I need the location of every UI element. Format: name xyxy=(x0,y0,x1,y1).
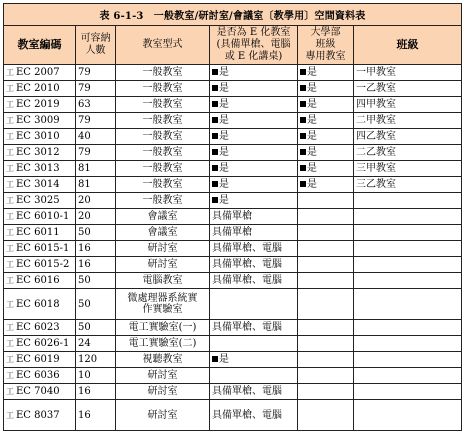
cell-e-classroom xyxy=(210,193,298,209)
cell-capacity: 79 xyxy=(76,81,116,97)
cell-room-code xyxy=(4,352,76,368)
cell-room-code xyxy=(4,193,76,209)
filled-square-icon xyxy=(300,85,306,91)
room-code: EC 3025 xyxy=(16,195,60,206)
room-code: EC 2010 xyxy=(16,83,60,94)
cell-e-classroom xyxy=(210,273,298,289)
cell-room-code xyxy=(4,257,76,273)
filled-square-icon xyxy=(212,181,218,187)
cell-capacity: 20 xyxy=(76,209,116,225)
room-code-prefix: 工 xyxy=(6,212,14,221)
room-code: EC 3013 xyxy=(16,163,60,174)
cell-room-type: 電工實驗室(一) xyxy=(116,320,210,336)
cell-undergrad-dedicated xyxy=(298,161,354,177)
cell-capacity: 16 xyxy=(76,400,116,431)
cell-undergrad-dedicated xyxy=(298,81,354,97)
room-code: EC 6026-1 xyxy=(16,338,70,349)
cell-e-classroom xyxy=(210,289,298,320)
room-code: EC 2019 xyxy=(16,99,60,110)
table-row xyxy=(4,400,462,431)
e-classroom-value: 具備單槍、電腦 xyxy=(212,322,282,333)
room-code: EC 6036 xyxy=(16,370,60,381)
cell-room-type: 一般教室 xyxy=(116,65,210,81)
cell-room-type: 一般教室 xyxy=(116,145,210,161)
cell-capacity: 81 xyxy=(76,161,116,177)
cell-capacity: 20 xyxy=(76,193,116,209)
header-room-type: 教室型式 xyxy=(116,26,210,65)
cell-class: 二甲教室 xyxy=(354,113,462,129)
cell-room-type: 一般教室 xyxy=(116,113,210,129)
table-row xyxy=(4,65,462,81)
cell-capacity: 120 xyxy=(76,352,116,368)
table-row xyxy=(4,81,462,97)
filled-square-icon xyxy=(212,149,218,155)
table-row xyxy=(4,129,462,145)
cell-room-type: 一般教室 xyxy=(116,81,210,97)
e-classroom-value: 具備單槍、電腦 xyxy=(212,275,282,286)
cell-room-code xyxy=(4,81,76,97)
table-row xyxy=(4,368,462,384)
table-row xyxy=(4,336,462,352)
cell-room-code xyxy=(4,225,76,241)
filled-square-icon xyxy=(212,117,218,123)
e-classroom-value: 是 xyxy=(219,163,229,174)
room-code-prefix: 工 xyxy=(6,84,14,93)
cell-undergrad-dedicated xyxy=(298,289,354,320)
undergrad-dedicated-value: 是 xyxy=(307,163,317,174)
room-code-prefix: 工 xyxy=(6,276,14,285)
header-room-code: 教室編碼 xyxy=(4,26,76,65)
cell-class xyxy=(354,273,462,289)
cell-room-type: 研討室 xyxy=(116,257,210,273)
cell-room-code xyxy=(4,145,76,161)
header-undergrad-dedicated: 大學部 班級 專用教室 xyxy=(298,26,354,65)
cell-class: 一甲教室 xyxy=(354,65,462,81)
cell-e-classroom xyxy=(210,384,298,400)
cell-room-type: 一般教室 xyxy=(116,177,210,193)
table-row xyxy=(4,177,462,193)
cell-undergrad-dedicated xyxy=(298,241,354,257)
cell-class xyxy=(354,193,462,209)
e-classroom-value: 是 xyxy=(219,147,229,158)
header-class: 班級 xyxy=(354,26,462,65)
cell-room-code xyxy=(4,65,76,81)
cell-room-code xyxy=(4,97,76,113)
cell-undergrad-dedicated xyxy=(298,384,354,400)
filled-square-icon xyxy=(212,356,218,362)
cell-room-type: 電工實驗室(二) xyxy=(116,336,210,352)
undergrad-dedicated-value: 是 xyxy=(307,99,317,110)
filled-square-icon xyxy=(300,69,306,75)
cell-undergrad-dedicated xyxy=(298,145,354,161)
cell-e-classroom xyxy=(210,161,298,177)
cell-e-classroom xyxy=(210,65,298,81)
room-code: EC 6011 xyxy=(16,227,60,238)
cell-e-classroom xyxy=(210,97,298,113)
cell-class: 一乙教室 xyxy=(354,81,462,97)
classroom-space-table xyxy=(3,3,462,431)
room-code-prefix: 工 xyxy=(6,244,14,253)
e-classroom-value: 是 xyxy=(219,99,229,110)
cell-room-type: 研討室 xyxy=(116,400,210,431)
table-row xyxy=(4,209,462,225)
room-code-prefix: 工 xyxy=(6,68,14,77)
undergrad-dedicated-value: 是 xyxy=(307,131,317,142)
table-row xyxy=(4,241,462,257)
table-row xyxy=(4,97,462,113)
e-classroom-value: 是 xyxy=(219,83,229,94)
cell-class: 三乙教室 xyxy=(354,177,462,193)
cell-room-code xyxy=(4,336,76,352)
cell-room-type: 研討室 xyxy=(116,241,210,257)
cell-undergrad-dedicated xyxy=(298,320,354,336)
room-code-prefix: 工 xyxy=(6,339,14,348)
room-code: EC 3009 xyxy=(16,115,60,126)
cell-undergrad-dedicated xyxy=(298,177,354,193)
room-code-prefix: 工 xyxy=(6,371,14,380)
filled-square-icon xyxy=(300,149,306,155)
e-classroom-value: 是 xyxy=(219,354,229,365)
room-code: EC 8037 xyxy=(16,409,60,421)
room-code-prefix: 工 xyxy=(6,228,14,237)
undergrad-dedicated-value: 是 xyxy=(307,147,317,158)
table-row xyxy=(4,113,462,129)
e-classroom-value: 是 xyxy=(219,131,229,142)
cell-capacity: 10 xyxy=(76,368,116,384)
table-body xyxy=(4,65,462,431)
e-classroom-value: 是 xyxy=(219,179,229,190)
cell-undergrad-dedicated xyxy=(298,129,354,145)
e-classroom-value: 具備單槍、電腦 xyxy=(212,243,282,254)
table-row xyxy=(4,257,462,273)
cell-room-code xyxy=(4,113,76,129)
room-code-prefix: 工 xyxy=(6,196,14,205)
space-table-container xyxy=(3,3,462,431)
cell-room-code xyxy=(4,368,76,384)
table-row xyxy=(4,225,462,241)
undergrad-dedicated-value: 是 xyxy=(307,67,317,78)
cell-class: 四甲教室 xyxy=(354,97,462,113)
room-code: EC 6016 xyxy=(16,275,60,286)
cell-room-code xyxy=(4,241,76,257)
cell-class xyxy=(354,400,462,431)
cell-undergrad-dedicated xyxy=(298,257,354,273)
cell-undergrad-dedicated xyxy=(298,336,354,352)
table-row xyxy=(4,320,462,336)
cell-undergrad-dedicated xyxy=(298,193,354,209)
e-classroom-value: 是 xyxy=(219,195,229,206)
cell-room-code xyxy=(4,273,76,289)
e-classroom-value: 具備單槍、電腦 xyxy=(212,409,282,421)
room-code-prefix: 工 xyxy=(6,355,14,364)
cell-undergrad-dedicated xyxy=(298,97,354,113)
room-code: EC 3010 xyxy=(16,131,60,142)
header-row xyxy=(4,26,462,65)
room-code-prefix: 工 xyxy=(6,180,14,189)
cell-room-code xyxy=(4,384,76,400)
filled-square-icon xyxy=(300,165,306,171)
cell-e-classroom xyxy=(210,129,298,145)
cell-e-classroom xyxy=(210,400,298,431)
undergrad-dedicated-value: 是 xyxy=(307,115,317,126)
cell-e-classroom xyxy=(210,352,298,368)
cell-class xyxy=(354,320,462,336)
room-code-prefix: 工 xyxy=(6,116,14,125)
cell-e-classroom xyxy=(210,81,298,97)
cell-undergrad-dedicated xyxy=(298,65,354,81)
e-classroom-value: 具備單槍、電腦 xyxy=(212,259,282,270)
room-code: EC 2007 xyxy=(16,67,60,78)
cell-undergrad-dedicated xyxy=(298,352,354,368)
cell-class xyxy=(354,225,462,241)
e-classroom-value: 具備單槍 xyxy=(212,227,252,238)
e-classroom-value: 具備單槍 xyxy=(212,211,252,222)
cell-capacity: 16 xyxy=(76,384,116,400)
cell-class xyxy=(354,368,462,384)
table-title: 表 6-1-3 一般教室/研討室/會議室〔教學用〕空間資料表 xyxy=(4,4,462,26)
cell-room-type: 一般教室 xyxy=(116,193,210,209)
room-code: EC 6015-2 xyxy=(16,259,70,270)
cell-capacity: 79 xyxy=(76,65,116,81)
cell-e-classroom xyxy=(210,177,298,193)
undergrad-dedicated-value: 是 xyxy=(307,179,317,190)
cell-e-classroom xyxy=(210,145,298,161)
cell-room-type: 微處理器系統實 作實驗室 xyxy=(116,289,210,320)
cell-class xyxy=(354,289,462,320)
room-code: EC 6018 xyxy=(16,298,60,310)
e-classroom-value: 是 xyxy=(219,67,229,78)
cell-capacity: 50 xyxy=(76,225,116,241)
header-e-classroom: 是否為 E 化教室 (具備單槍、電腦 或 E 化講桌) xyxy=(210,26,298,65)
cell-class: 四乙教室 xyxy=(354,129,462,145)
room-code: EC 3014 xyxy=(16,179,60,190)
cell-undergrad-dedicated xyxy=(298,400,354,431)
cell-class xyxy=(354,352,462,368)
cell-room-type: 研討室 xyxy=(116,368,210,384)
cell-class xyxy=(354,209,462,225)
room-code-prefix: 工 xyxy=(6,410,14,420)
cell-class: 二乙教室 xyxy=(354,145,462,161)
cell-room-code xyxy=(4,209,76,225)
cell-capacity: 16 xyxy=(76,241,116,257)
room-code-prefix: 工 xyxy=(6,260,14,269)
cell-room-type: 一般教室 xyxy=(116,97,210,113)
room-code: EC 6023 xyxy=(16,322,60,333)
cell-e-classroom xyxy=(210,257,298,273)
room-code: EC 6015-1 xyxy=(16,243,70,254)
filled-square-icon xyxy=(212,69,218,75)
cell-capacity: 16 xyxy=(76,257,116,273)
cell-capacity: 79 xyxy=(76,113,116,129)
cell-e-classroom xyxy=(210,320,298,336)
cell-room-code xyxy=(4,320,76,336)
room-code: EC 6019 xyxy=(16,354,60,365)
table-row xyxy=(4,352,462,368)
cell-class xyxy=(354,336,462,352)
cell-undergrad-dedicated xyxy=(298,209,354,225)
table-row xyxy=(4,161,462,177)
cell-room-type: 會議室 xyxy=(116,225,210,241)
cell-undergrad-dedicated xyxy=(298,368,354,384)
cell-capacity: 79 xyxy=(76,145,116,161)
e-classroom-value: 具備單槍、電腦 xyxy=(212,386,282,397)
cell-capacity: 50 xyxy=(76,320,116,336)
table-row xyxy=(4,384,462,400)
cell-capacity: 50 xyxy=(76,289,116,320)
filled-square-icon xyxy=(300,117,306,123)
room-code: EC 3012 xyxy=(16,147,60,158)
room-code-prefix: 工 xyxy=(6,323,14,332)
cell-e-classroom xyxy=(210,209,298,225)
cell-room-type: 視聽教室 xyxy=(116,352,210,368)
cell-room-type: 一般教室 xyxy=(116,129,210,145)
cell-undergrad-dedicated xyxy=(298,113,354,129)
cell-e-classroom xyxy=(210,225,298,241)
cell-class: 三甲教室 xyxy=(354,161,462,177)
filled-square-icon xyxy=(300,133,306,139)
e-classroom-value: 是 xyxy=(219,115,229,126)
cell-e-classroom xyxy=(210,241,298,257)
cell-room-code xyxy=(4,129,76,145)
cell-room-code xyxy=(4,289,76,320)
filled-square-icon xyxy=(212,101,218,107)
cell-room-code xyxy=(4,161,76,177)
cell-e-classroom xyxy=(210,113,298,129)
cell-capacity: 63 xyxy=(76,97,116,113)
filled-square-icon xyxy=(212,165,218,171)
filled-square-icon xyxy=(300,181,306,187)
undergrad-dedicated-value: 是 xyxy=(307,83,317,94)
filled-square-icon xyxy=(212,85,218,91)
cell-room-type: 電腦教室 xyxy=(116,273,210,289)
cell-room-type: 一般教室 xyxy=(116,161,210,177)
cell-room-type: 研討室 xyxy=(116,384,210,400)
cell-capacity: 50 xyxy=(76,273,116,289)
room-code-prefix: 工 xyxy=(6,100,14,109)
room-code: EC 7040 xyxy=(16,386,60,397)
room-code-prefix: 工 xyxy=(6,164,14,173)
cell-undergrad-dedicated xyxy=(298,225,354,241)
cell-undergrad-dedicated xyxy=(298,273,354,289)
table-row xyxy=(4,273,462,289)
filled-square-icon xyxy=(212,133,218,139)
filled-square-icon xyxy=(212,197,218,203)
filled-square-icon xyxy=(300,101,306,107)
cell-class xyxy=(354,384,462,400)
cell-e-classroom xyxy=(210,336,298,352)
table-row xyxy=(4,193,462,209)
table-row xyxy=(4,289,462,320)
cell-class xyxy=(354,241,462,257)
cell-capacity: 24 xyxy=(76,336,116,352)
room-code-prefix: 工 xyxy=(6,148,14,157)
room-code: EC 6010-1 xyxy=(16,211,70,222)
room-code-prefix: 工 xyxy=(6,132,14,141)
table-row xyxy=(4,145,462,161)
cell-room-code xyxy=(4,177,76,193)
header-capacity: 可容納 人數 xyxy=(76,26,116,65)
cell-e-classroom xyxy=(210,368,298,384)
cell-capacity: 40 xyxy=(76,129,116,145)
cell-room-code xyxy=(4,400,76,431)
cell-room-type: 會議室 xyxy=(116,209,210,225)
room-code-prefix: 工 xyxy=(6,299,14,309)
cell-capacity: 81 xyxy=(76,177,116,193)
room-code-prefix: 工 xyxy=(6,387,14,396)
cell-class xyxy=(354,257,462,273)
